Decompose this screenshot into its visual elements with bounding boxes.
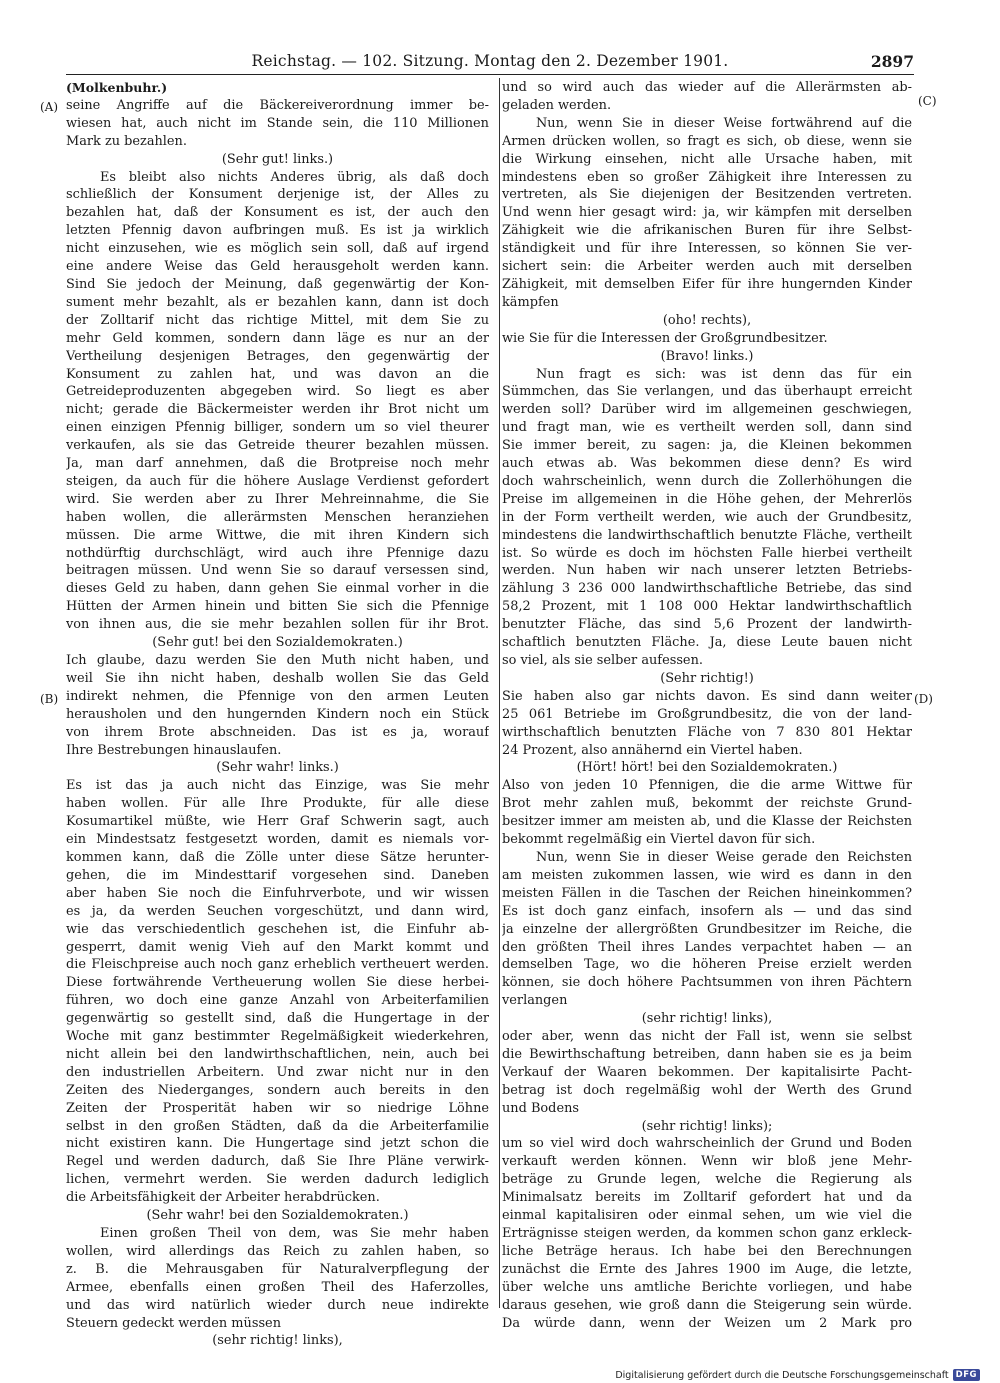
text-line: Ja, man darf annehmen, daß die Brotpreise noch mehr: [66, 456, 489, 472]
text-line: Steuern gedeckt werden müssen: [66, 1315, 281, 1331]
text-line: mehr Geld kommen, sondern dann läge es nur an der: [66, 330, 489, 346]
text-line: schließlich der Konsument derjenige ist, der Alles zu: [66, 187, 489, 203]
text-line: nicht allein bei den landwirthschaftlichen, nein, auch bei: [66, 1046, 489, 1062]
text-line: nicht; gerade die Bäckermeister werden ihr Brot nicht um: [66, 402, 489, 418]
text-line: müssen. Die arme Wittwe, die mit ihren Kindern sich: [66, 527, 489, 543]
text-line: auch etwas ab. Was bekommen diese denn? Es wird: [502, 456, 912, 472]
margin-marker-d: (D): [914, 692, 933, 706]
text-line: es ja, da werden Seuchen vorgeschützt, und dann wird,: [66, 903, 489, 919]
text-line: wird. Sie werden aber zu Ihrer Mehreinnahme, die Sie: [66, 491, 489, 507]
dfg-logo: DFG: [953, 1369, 980, 1381]
text-line: kommen kann, daß die Zölle unter diese Sätze herunter-: [66, 849, 489, 865]
text-line: Zähigkeit, mit demselben Eifer für ihre hungernden Kinder: [502, 276, 912, 292]
speaker-name: (Molkenbuhr.): [66, 80, 168, 95]
text-line: werden. Nun haben wir nach unserer letzten Betriebs-: [502, 563, 912, 579]
text-line: nicht einzusehen, wie es möglich sein soll, daß auf irgend: [66, 241, 489, 257]
text-line: Kosumartikel müßte, wie Herr Graf Schwerin sagt, auch: [66, 814, 489, 830]
margin-marker-c: (C): [918, 94, 937, 108]
text-line: in der Form vertheilt werden, wie auch der Grundbesitz,: [502, 509, 912, 525]
text-line: können, sie doch höhere Pachtsummen von ihren Pächtern: [502, 975, 912, 991]
interjection-line: (Sehr wahr! links.): [216, 760, 339, 776]
text-line: wie das verschiedentlich geschehen ist, die Einfuhr ab-: [66, 921, 489, 937]
text-line: so viel, als sie selber aufessen.: [502, 653, 703, 668]
interjection-line: (Bravo! links.): [660, 348, 754, 364]
interjection-line: (Sehr gut! links.): [221, 151, 334, 167]
page-header: [66, 52, 914, 75]
text-line: Es bleibt also nichts Anderes übrig, als daß doch: [100, 169, 489, 185]
interjection-line: (sehr richtig! links);: [641, 1118, 773, 1134]
text-line: Getreideproduzenten abgegeben wird. So liegt es aber: [66, 384, 489, 400]
text-line: Regel und werden dadurch, daß Sie Ihre Pläne verwirk-: [66, 1154, 489, 1170]
text-line: selbst in den großen Städten, daß da die Arbeiterfamilie: [66, 1118, 489, 1134]
text-line: Und wenn hier gesagt wird: ja, wir kämpfen mit derselben: [502, 205, 912, 221]
text-line: über welche uns amtliche Berichte vorliegen, und habe: [502, 1279, 912, 1295]
text-line: ein Mindestsatz festgesetzt worden, damit es niemals vor-: [66, 832, 489, 848]
text-line: Erträgnisse steigen werden, da kommen schon ganz erkleck-: [502, 1226, 912, 1241]
text-line: der Zolltarif nicht das richtige Mittel, mit dem Sie zu: [66, 312, 489, 328]
text-line: wie Sie für die Interessen der Großgrundbesitzer.: [502, 330, 828, 346]
text-line: Diese fortwährende Vertheuerung wollen Sie diese herbei-: [66, 975, 489, 991]
text-line: 58,2 Prozent, mit 1 108 000 Hektar landwirthschaftlich: [502, 599, 912, 615]
column-divider: [499, 78, 500, 1308]
text-line: Sie immer bereit, zu sagen: ja, die Kleinen bekommen: [502, 438, 912, 454]
text-line: Zeiten der Prosperität haben wir so niedrige Löhne: [66, 1100, 489, 1116]
text-line: Konsument zu zahlen hat, und was davon an die: [66, 366, 489, 382]
text-line: die Fleischpreise auch noch ganz erheblich vertheuert werden.: [66, 957, 489, 973]
text-line: verkaufen, als sie das Getreide theurer bezahlen müssen.: [66, 438, 489, 454]
text-line: einen einzigen Pfennig billiger, sondern um so viel theurer: [66, 420, 489, 436]
text-line: und fragt man, wie es vertheilt werden soll, dann sind: [502, 420, 912, 436]
text-line: Verkauf der Waaren bekommen. Der kapitalisirte Pacht-: [502, 1064, 912, 1080]
text-line: mindestens die landwirthschaftlich benutzte Fläche, vertheilt: [502, 527, 912, 543]
text-line: beitragen müssen. Und wenn Sie so darauf versessen sind,: [66, 563, 489, 579]
text-line: zählung 3 236 000 landwirthschaftliche Betriebe, das sind: [502, 581, 912, 597]
text-line: steigen, da auch für die höhere Auslage Verdienst gefordert: [66, 473, 489, 489]
text-line: am meisten zukommen lassen, wie wird es dann in den: [502, 867, 912, 883]
text-line: die Wirkung einsehen, nicht alle Ursache haben, mit: [502, 151, 912, 167]
interjection-line: (Sehr wahr! bei den Sozialdemokraten.): [146, 1208, 409, 1224]
text-line: weil Sie ihn nicht haben, deshalb wollen Sie das Geld: [66, 670, 489, 686]
text-line: Vertheilung desjenigen Betrages, den gegenwärtig der: [66, 348, 489, 364]
text-line: ist. So würde es doch im höchsten Falle hierbei vertheilt: [502, 545, 912, 561]
interjection-line: (Sehr richtig!): [660, 670, 754, 686]
text-line: Zähigkeit wie die afrikanischen Buren für ihre Selbst-: [502, 223, 912, 239]
text-line: betrag ist doch regelmäßig wohl der Werth des Grund: [502, 1082, 912, 1098]
interjection-line: (sehr richtig! links),: [212, 1333, 343, 1349]
text-line: Zeiten des Niederganges, sondern auch bereits in den: [66, 1082, 489, 1098]
text-line: Da würde dann, wenn der Weizen um 2 Mark pro: [502, 1315, 912, 1331]
text-line: Es ist das ja auch nicht das Einzige, was Sie mehr: [66, 778, 489, 794]
text-line: 25 061 Betriebe im Großgrundbesitz, die von der land-: [502, 706, 912, 722]
text-line: vertreten, als Sie diejenigen der Besitzenden vertreten.: [502, 187, 912, 203]
text-line: Sümmchen, das Sie verlangen, und das überhaupt erreicht: [502, 384, 912, 400]
text-line: beträge zu Grunde legen, welche die Regierung als: [502, 1172, 912, 1188]
text-line: Ihre Bestrebungen hinauslaufen.: [66, 742, 282, 758]
margin-marker-b: (B): [40, 692, 59, 706]
text-line: sichert sein: die Arbeiter werden auch mit derselben: [502, 259, 912, 275]
page-footer: [615, 1369, 980, 1381]
text-line: ständigkeit und für ihre Interessen, so können Sie ver-: [502, 241, 912, 257]
text-line: werden soll? Darüber wird im allgemeinen geschwiegen,: [502, 402, 912, 418]
text-line: liche Beträge heraus. Ich habe bei den Berechnungen: [502, 1243, 912, 1259]
text-line: um so viel wird doch wahrscheinlich der Grund und Boden: [502, 1136, 912, 1152]
text-line: Nun fragt es sich: was ist denn das für ein: [536, 366, 912, 382]
text-line: lichen, vermehrt werden. Sie werden dadurch lediglich: [66, 1172, 489, 1188]
text-line: sument mehr bezahlt, als er bezahlen kann, dann ist doch: [66, 294, 489, 310]
text-line: herausholen und den hungernden Kindern noch ein Stück: [66, 706, 489, 722]
page-number: 2897: [870, 52, 914, 71]
text-line: nicht existiren kann. Die Hungertage sind jetzt schon die: [66, 1136, 489, 1152]
text-line: wollen, wird allerdings das Reich zu zahlen haben, so: [66, 1243, 489, 1259]
interjection-line: (sehr richtig! links),: [641, 1011, 773, 1027]
text-line: schaftlich benutzten Fläche. Ja, diese Leute bauen nicht: [502, 635, 912, 651]
text-line: Ich glaube, dazu werden Sie den Muth nicht haben, und: [66, 653, 489, 668]
text-line: Sind Sie jedoch der Meinung, daß gegenwärtig der Kon-: [66, 276, 489, 292]
text-line: dieses Geld zu haben, dann gehen Sie einmal vorher in die: [66, 581, 489, 597]
text-line: Also von jeden 10 Pfennigen, die die arme Wittwe für: [502, 778, 912, 794]
text-line: Hütten der Armen hinein und bitten Sie sich die Pfennige: [66, 599, 489, 615]
left-column: [66, 79, 489, 1350]
text-line: haben wollen, die allerärmsten Menschen heranziehen: [66, 509, 489, 525]
text-line: Brot mehr zahlen muß, bekommt der reichste Grund-: [502, 796, 912, 812]
text-line: Nun, wenn Sie in dieser Weise fortwährend auf die: [536, 115, 912, 131]
text-line: daraus gesehen, wie groß dann die Steigerung sein würde.: [502, 1297, 912, 1313]
text-line: bezahlen hat, daß der Konsument es ist, der auch den: [66, 205, 489, 221]
text-line: 24 Prozent, also annähernd ein Viertel haben.: [502, 742, 803, 758]
text-line: geladen werden.: [502, 97, 612, 113]
text-line: meisten Fällen in die Taschen der Reichen hineinkommen?: [502, 885, 912, 901]
header-title: Reichstag. — 102. Sitzung. Montag den 2. Dezember 1901.: [251, 52, 729, 70]
text-line: wiesen hat, auch nicht im Stande sein, die 110 Millionen: [66, 115, 489, 131]
text-line: Sie haben also gar nichts davon. Es sind dann weiter: [502, 688, 912, 704]
text-line: einmal kapitalisiren oder einmal sehen, um wie viel die: [502, 1208, 912, 1224]
text-line: zunächst die Ernte des Jahres 1900 im Auge, die letzte,: [502, 1261, 912, 1277]
text-line: benutzter Fläche, das sind 5,6 Prozent der landwirth-: [502, 617, 912, 633]
text-line: bekommt regelmäßig ein Viertel davon für sich.: [502, 832, 816, 848]
text-line: gegenwärtig so gestellt sind, daß die Hungertage in der: [66, 1011, 489, 1027]
text-line: gehen, die im Mindesttarif vorgesehen sind. Daneben: [66, 867, 489, 883]
text-line: gesperrt, damit wenig Vieh auf den Markt kommt und: [66, 939, 489, 955]
text-line: eine andere Weise das Geld herausgeholt werden kann.: [66, 259, 489, 275]
text-line: Es ist doch ganz einfach, insofern als — und das sind: [502, 903, 912, 919]
text-line: Armen drücken wollen, so fragt es sich, ob diese, wenn sie: [502, 133, 912, 149]
text-line: Woche mit ganz bestimmter Regelmäßigkeit wiederkehren,: [66, 1029, 489, 1045]
text-line: und Bodens: [502, 1100, 579, 1116]
text-line: oder aber, wenn das nicht der Fall ist, wenn sie selbst: [502, 1029, 912, 1045]
text-line: Minimalsatz bereits im Zolltarif gefordert hat und da: [502, 1190, 912, 1206]
text-line: von ihrem Brote abschneiden. Das ist es ja, worauf: [66, 724, 489, 740]
interjection-line: (Hört! hört! bei den Sozialdemokraten.): [576, 760, 838, 776]
text-line: führen, wo doch eine ganze Anzahl von Arbeiterfamilien: [66, 993, 489, 1009]
text-line: mindestens eben so großer Zähigkeit ihre Interessen zu: [502, 169, 912, 185]
text-line: nothdürftig durchschlägt, wird auch ihre Pfennige dazu: [66, 545, 489, 561]
text-line: den größten Theil ihres Landes verpachtet haben — an: [502, 939, 912, 955]
text-line: den industriellen Arbeitern. Und zwar nicht nur in den: [66, 1064, 489, 1080]
text-line: kämpfen: [502, 294, 559, 310]
text-line: aber haben Sie noch die Einfuhrverbote, und wir wissen: [66, 885, 489, 901]
text-line: seine Angriffe auf die Bäckereiverordnung immer be-: [66, 97, 489, 113]
text-line: wirthschaftlich benutzten Fläche von 7 830 801 Hektar: [502, 724, 912, 740]
text-line: Einen großen Theil von dem, was Sie mehr haben: [100, 1226, 489, 1241]
text-line: und so wird auch das wieder auf die Allerärmsten ab-: [502, 80, 912, 95]
interjection-line: (Sehr gut! bei den Sozialdemokraten.): [152, 635, 403, 651]
text-line: Nun, wenn Sie in dieser Weise gerade den Reichsten: [536, 849, 912, 865]
text-line: und das wird natürlich wieder durch neue indirekte: [66, 1297, 489, 1313]
margin-marker-a: (A): [40, 100, 59, 114]
text-line: Armee, ebenfalls einen großen Theil des Haferzolles,: [66, 1279, 489, 1295]
interjection-line: (oho! rechts),: [662, 312, 752, 328]
text-line: die Arbeitsfähigkeit der Arbeiter herabdrücken.: [66, 1190, 380, 1206]
text-line: verlangen: [502, 993, 568, 1009]
text-line: doch wahrscheinlich, wenn durch die Zollerhöhungen die: [502, 473, 912, 489]
text-line: die Bewirthschaftung betreiben, dann haben sie es ja beim: [502, 1046, 912, 1062]
text-line: demselben Tage, wo die höheren Preise erzielt werden: [502, 957, 912, 973]
text-line: haben wollen. Für alle Ihre Produkte, für alle diese: [66, 796, 489, 812]
text-line: Mark zu bezahlen.: [66, 133, 187, 149]
text-line: von ihnen aus, die sie mehr bezahlen sollen für ihr Brot.: [66, 617, 489, 633]
footer-text: Digitalisierung gefördert durch die Deutsche Forschungsgemeinschaft: [615, 1369, 949, 1381]
right-column: [502, 79, 912, 1332]
text-line: ja einzelne der allergrößten Grundbesitzer im Reiche, die: [502, 921, 912, 937]
text-line: letzten Pfennig davon aufbringen muß. Es ist ja wirklich: [66, 223, 489, 239]
text-line: besitzer immer am meisten ab, und die Klasse der Reichsten: [502, 814, 912, 830]
text-line: Preise im allgemeinen in die Höhe gehen, der Mehrerlös: [502, 491, 912, 507]
text-line: z. B. die Mehrausgaben für Naturalverpflegung der: [66, 1261, 489, 1277]
text-line: verkauft werden können. Wenn wir bloß jene Mehr-: [502, 1154, 912, 1170]
text-line: indirekt nehmen, die Pfennige von den armen Leuten: [66, 688, 489, 704]
